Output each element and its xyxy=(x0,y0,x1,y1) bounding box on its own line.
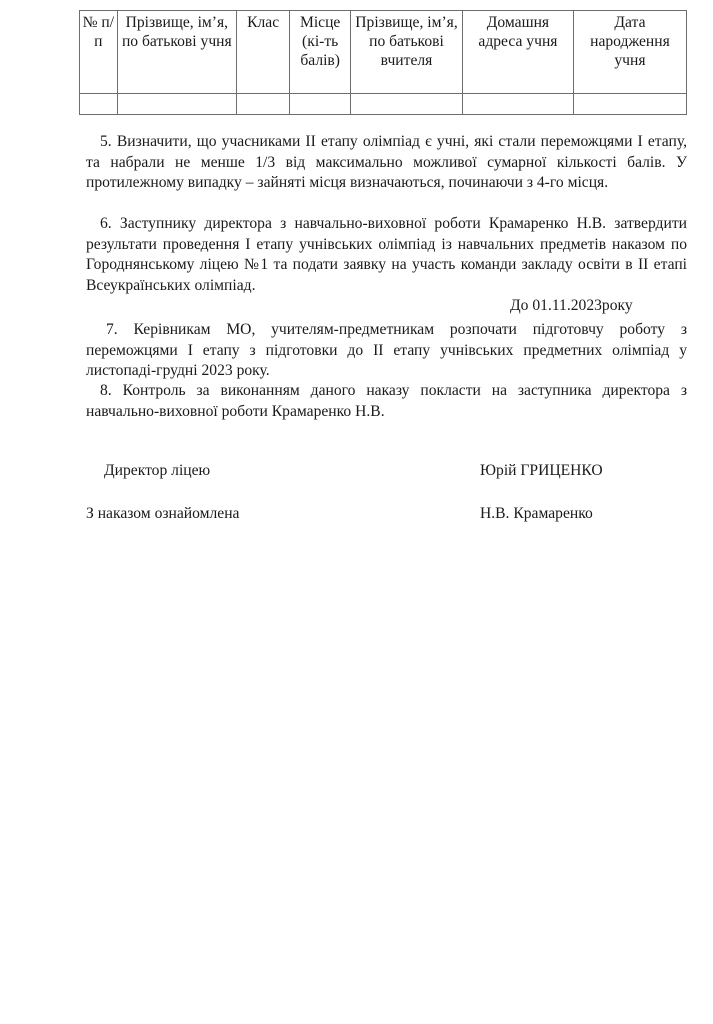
cell-home-address xyxy=(462,94,573,115)
header-student-name: Прізвище, ім’я, по батькові учня xyxy=(117,11,236,94)
table-row xyxy=(80,94,687,115)
director-name: Юрій ГРИЦЕНКО xyxy=(480,462,603,479)
header-teacher-name: Прізвище, ім’я, по батькові вчителя xyxy=(351,11,463,94)
cell-birth-date xyxy=(573,94,686,115)
cell-number xyxy=(80,94,118,115)
director-title: Директор ліцею xyxy=(104,462,211,479)
cell-class xyxy=(236,94,289,115)
header-number: № п/п xyxy=(80,11,118,94)
paragraph-8: 8. Контроль за виконанням даного наказу покласти на заступника директора з навчально-виховної роботи Крамаренко Н.В. xyxy=(86,382,687,420)
paragraph-7: 7. Керівникам МО, учителям-предметникам розпочати підготовчу роботу з переможцями І етапу з підготовки до ІІ етапу учнівських предметних олімпіад у листопаді-грудні 2023 року. xyxy=(86,321,687,380)
paragraph-6-deadline: До 01.11.2023року xyxy=(510,297,633,314)
participants-table xyxy=(79,10,687,115)
table-header-row xyxy=(80,11,687,94)
header-birth-date: Дата народження учня xyxy=(573,11,686,94)
acknowledged-name: Н.В. Крамаренко xyxy=(480,505,593,522)
paragraph-5: 5. Визначити, що учасниками ІІ етапу олімпіад є учні, які стали переможцями І етапу, та набрали не менше 1/3 від максимально можливої сумарної кількості балів. У протилежному випадку – зайняті місця визначаються, починаючи з 4-го місця. xyxy=(86,133,687,192)
header-class: Клас xyxy=(236,11,289,94)
acknowledged-label: З наказом ознайомлена xyxy=(86,505,240,522)
cell-place-score xyxy=(290,94,351,115)
header-home-address: Домашня адреса учня xyxy=(462,11,573,94)
paragraph-6: 6. Заступнику директора з навчально-виховної роботи Крамаренко Н.В. затвердити результати проведення І етапу учнівських олімпіад із навчальних предметів наказом по Городнянському ліцею №1 та подати заявку на участь команди закладу освіти в ІІ етапі Всеукраїнських олімпіад. xyxy=(86,215,687,294)
header-place-score: Місце (кі-ть балів) xyxy=(290,11,351,94)
cell-student-name xyxy=(117,94,236,115)
cell-teacher-name xyxy=(351,94,463,115)
